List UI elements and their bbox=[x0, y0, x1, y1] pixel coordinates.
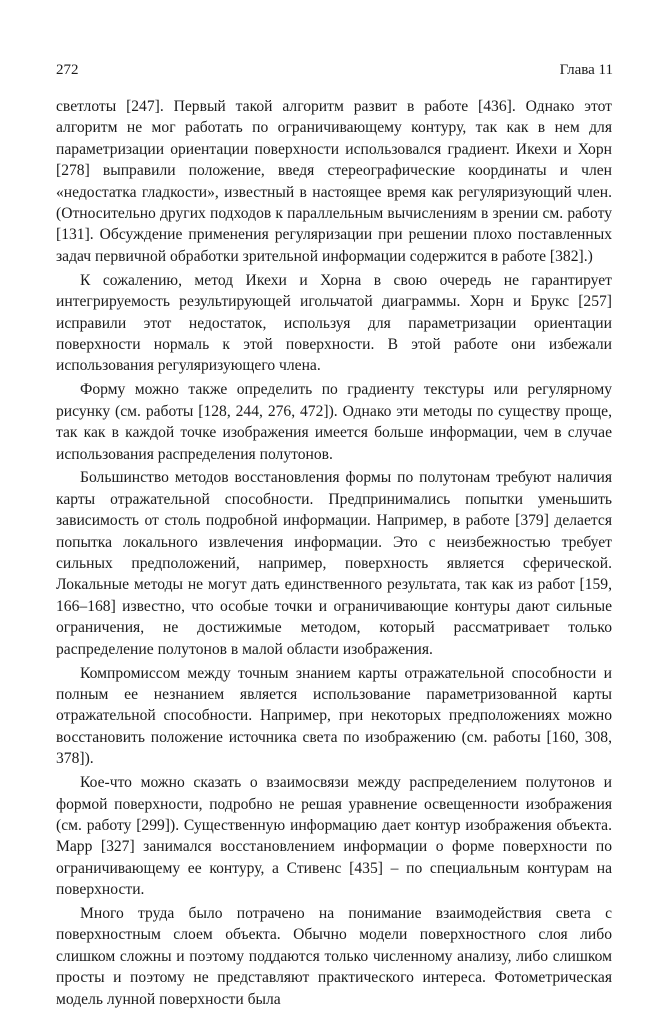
paragraph-2: К сожалению, метод Икехи и Хорна в свою очередь не гарантирует интегрируемость результирующей игольчатой диаграммы. Хорн и Брукс [257] исправили этот недостаток, используя для параметризации ориентации поверхности нормаль к этой поверхности. В этой работе они избежали использования регуляризующего члена. bbox=[56, 271, 612, 375]
paragraph-5: Компромиссом между точным знанием карты отражательной способности и полным ее незнанием является использование параметризованной карты отражательной способности. Например, при некоторых предположениях можно восстановить положение источника света по изображению (см. работы [160, 308, 378]). bbox=[56, 664, 612, 768]
body-text bbox=[56, 96, 612, 1013]
running-head: Глава 11 bbox=[559, 62, 613, 78]
paragraph-1: светлоты [247]. Первый такой алгоритм развит в работе [436]. Однако этот алгоритм не мог работать по ограничивающему контуру, так как в нем для параметризации ориентации поверхности использовался градиент. Икехи и Хорн [278] выправили положение, введя стереографические координаты и член «недостатка гладкости», известный в настоящее время как регуляризующий член. (Относительно других подходов к параллельным вычислениям в зрении см. работу [131]. Обсуждение применения регуляризации при решении плохо поставленных задач первичной обработки зрительной информации содержится в работе [382].) bbox=[56, 98, 612, 265]
page-header bbox=[56, 60, 613, 80]
paragraph-7: Много труда было потрачено на понимание взаимодействия света с поверхностным слоем объекта. Обычно модели поверхностного слоя либо слишком сложны и поэтому поддаются только численному анализу, либо слишком просты и поэтому не представляют практического интереса. Фотометрическая модель лунной поверхности была bbox=[56, 905, 612, 1008]
paragraph-6: Кое-что можно сказать о взаимосвязи между распределением полутонов и формой поверхности, подробно не решая уравнение освещенности изображения (см. работу [299]). Существенную информацию дает контур изображения объекта. Марр [327] занимался восстановлением информации о форме поверхности по ограничивающему ее контуру, а Стивенс [435] – по специальным контурам на поверхности. bbox=[56, 774, 612, 899]
paragraph-4: Большинство методов восстановления формы по полутонам требуют наличия карты отражательной способности. Предпринимались попытки уменьшить зависимость от столь подробной информации. Например, в работе [379] делается попытка локального извлечения информации. Это с неизбежностью требует сильных предположений, например, поверхность является сферической. Локальные методы не могут дать единственного результата, так как из работ [159, 166–168] известно, что особые точки и ограничивающие контуры дают сильные ограничения, не достижимые методом, который рассматривает только распределение полутонов в малой области изображения. bbox=[56, 469, 612, 658]
page-number: 272 bbox=[56, 62, 79, 78]
paragraph-3: Форму можно также определить по градиенту текстуры или регулярному рисунку (см. работы [128, 244, 276, 472]). Однако эти методы по существу проще, так как в каждой точке изображения имеется больше информации, чем в случае использования распределения полутонов. bbox=[56, 381, 612, 463]
